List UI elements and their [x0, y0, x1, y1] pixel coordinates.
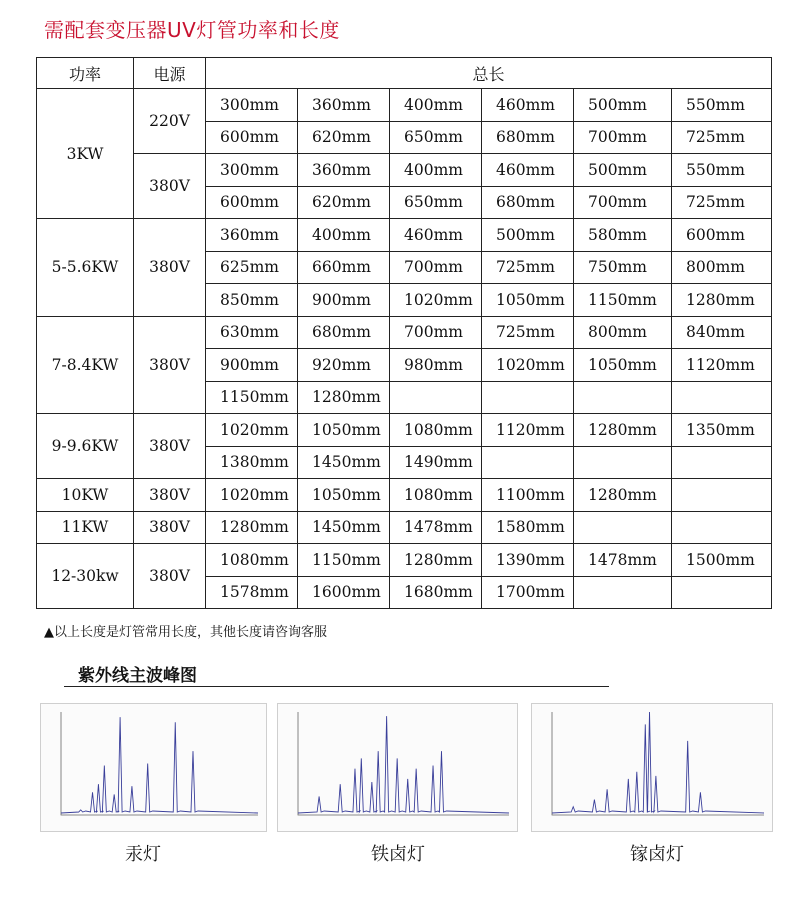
length-cell: 680mm	[298, 316, 390, 349]
heading-underline	[64, 686, 609, 687]
length-cell: 1580mm	[482, 511, 574, 544]
length-cell: 1680mm	[390, 576, 482, 609]
table-row	[37, 511, 772, 544]
length-cell: 700mm	[390, 316, 482, 349]
power-cell: 3KW	[37, 89, 134, 219]
length-cell: 1150mm	[206, 381, 298, 414]
length-cell: 300mm	[206, 154, 298, 187]
voltage-cell: 380V	[134, 544, 206, 609]
length-cell	[574, 576, 672, 609]
length-cell: 400mm	[390, 89, 482, 122]
spectrum-chart-gallium	[531, 703, 773, 832]
spectrum-chart-iron	[277, 703, 518, 832]
voltage-cell: 380V	[134, 316, 206, 414]
length-cell: 620mm	[298, 186, 390, 219]
length-cell: 550mm	[672, 154, 772, 187]
power-cell: 9-9.6KW	[37, 414, 134, 479]
spectrum-svg	[41, 704, 266, 831]
length-cell	[482, 381, 574, 414]
length-cell: 700mm	[574, 186, 672, 219]
table-row	[37, 544, 772, 577]
length-cell	[672, 446, 772, 479]
header-voltage: 电源	[134, 58, 206, 89]
spectrum-line	[61, 717, 258, 813]
voltage-cell: 380V	[134, 479, 206, 512]
length-cell: 1020mm	[206, 479, 298, 512]
length-cell	[574, 511, 672, 544]
length-cell: 360mm	[206, 219, 298, 252]
length-cell: 1490mm	[390, 446, 482, 479]
length-cell: 400mm	[298, 219, 390, 252]
length-cell: 600mm	[206, 186, 298, 219]
length-cell: 360mm	[298, 89, 390, 122]
length-cell	[390, 381, 482, 414]
length-cell: 1280mm	[298, 381, 390, 414]
length-cell: 1080mm	[390, 479, 482, 512]
length-cell: 1600mm	[298, 576, 390, 609]
spectrum-axis	[552, 712, 764, 815]
length-cell: 500mm	[574, 154, 672, 187]
spectrum-axis	[61, 712, 258, 815]
length-cell: 1050mm	[298, 479, 390, 512]
length-cell: 1380mm	[206, 446, 298, 479]
spectrum-chart-mercury	[40, 703, 267, 832]
length-cell: 1080mm	[390, 414, 482, 447]
page-title: 需配套变压器UV灯管功率和长度	[44, 18, 340, 42]
voltage-cell: 380V	[134, 414, 206, 479]
table-row	[37, 316, 772, 349]
table-row	[37, 479, 772, 512]
length-cell: 1280mm	[672, 284, 772, 317]
length-cell: 500mm	[482, 219, 574, 252]
length-cell: 600mm	[206, 121, 298, 154]
length-cell: 700mm	[574, 121, 672, 154]
length-cell: 680mm	[482, 186, 574, 219]
length-cell: 840mm	[672, 316, 772, 349]
note-text: ▲以上长度是灯管常用长度，其他长度请咨询客服	[44, 625, 327, 640]
length-cell	[482, 446, 574, 479]
caption-gallium: 镓卤灯	[630, 844, 684, 865]
length-cell: 920mm	[298, 349, 390, 382]
voltage-cell: 380V	[134, 219, 206, 317]
length-cell: 1050mm	[298, 414, 390, 447]
header-length: 总长	[206, 58, 772, 89]
voltage-cell: 220V	[134, 89, 206, 154]
length-cell: 625mm	[206, 251, 298, 284]
caption-mercury: 汞灯	[125, 844, 161, 865]
length-cell: 1390mm	[482, 544, 574, 577]
length-cell: 1280mm	[574, 479, 672, 512]
length-cell: 725mm	[482, 316, 574, 349]
length-cell: 1280mm	[390, 544, 482, 577]
length-cell	[574, 381, 672, 414]
table-row	[37, 89, 772, 122]
power-cell: 5-5.6KW	[37, 219, 134, 317]
spectrum-svg	[278, 704, 517, 831]
length-cell: 550mm	[672, 89, 772, 122]
length-cell: 1280mm	[206, 511, 298, 544]
length-cell: 800mm	[574, 316, 672, 349]
length-cell: 1050mm	[482, 284, 574, 317]
spectra-heading: 紫外线主波峰图	[78, 666, 197, 686]
power-cell: 11KW	[37, 511, 134, 544]
length-cell: 1280mm	[574, 414, 672, 447]
length-cell: 850mm	[206, 284, 298, 317]
table-row	[37, 154, 772, 187]
spec-table	[36, 57, 772, 609]
length-cell: 1450mm	[298, 446, 390, 479]
voltage-cell: 380V	[134, 154, 206, 219]
length-cell: 750mm	[574, 251, 672, 284]
length-cell: 1120mm	[482, 414, 574, 447]
length-cell: 700mm	[390, 251, 482, 284]
length-cell: 1350mm	[672, 414, 772, 447]
length-cell: 1578mm	[206, 576, 298, 609]
table-header-row	[37, 58, 772, 89]
length-cell: 900mm	[206, 349, 298, 382]
spectrum-line	[552, 712, 764, 813]
voltage-cell: 380V	[134, 511, 206, 544]
length-cell: 1020mm	[206, 414, 298, 447]
length-cell: 900mm	[298, 284, 390, 317]
length-cell: 1020mm	[390, 284, 482, 317]
table-row	[37, 414, 772, 447]
power-cell: 10KW	[37, 479, 134, 512]
length-cell	[672, 381, 772, 414]
length-cell: 460mm	[482, 154, 574, 187]
length-cell: 1478mm	[574, 544, 672, 577]
length-cell: 650mm	[390, 186, 482, 219]
length-cell: 460mm	[482, 89, 574, 122]
length-cell: 1150mm	[298, 544, 390, 577]
length-cell: 400mm	[390, 154, 482, 187]
length-cell: 580mm	[574, 219, 672, 252]
length-cell: 1080mm	[206, 544, 298, 577]
table-row	[37, 219, 772, 252]
length-cell	[672, 479, 772, 512]
power-cell: 12-30kw	[37, 544, 134, 609]
length-cell: 1100mm	[482, 479, 574, 512]
header-power: 功率	[37, 58, 134, 89]
length-cell: 800mm	[672, 251, 772, 284]
length-cell: 980mm	[390, 349, 482, 382]
length-cell: 300mm	[206, 89, 298, 122]
caption-iron: 铁卤灯	[371, 844, 425, 865]
length-cell: 1450mm	[298, 511, 390, 544]
length-cell: 1050mm	[574, 349, 672, 382]
power-cell: 7-8.4KW	[37, 316, 134, 414]
length-cell: 1150mm	[574, 284, 672, 317]
length-cell: 460mm	[390, 219, 482, 252]
length-cell: 650mm	[390, 121, 482, 154]
length-cell: 620mm	[298, 121, 390, 154]
length-cell: 360mm	[298, 154, 390, 187]
length-cell: 600mm	[672, 219, 772, 252]
spectrum-svg	[532, 704, 772, 831]
length-cell: 680mm	[482, 121, 574, 154]
length-cell: 725mm	[482, 251, 574, 284]
length-cell: 725mm	[672, 121, 772, 154]
length-cell	[672, 511, 772, 544]
length-cell	[574, 446, 672, 479]
length-cell: 725mm	[672, 186, 772, 219]
length-cell: 1500mm	[672, 544, 772, 577]
length-cell: 1478mm	[390, 511, 482, 544]
spectrum-line	[298, 716, 509, 813]
length-cell: 1700mm	[482, 576, 574, 609]
spectrum-axis	[298, 712, 509, 815]
length-cell: 1120mm	[672, 349, 772, 382]
length-cell: 1020mm	[482, 349, 574, 382]
length-cell	[672, 576, 772, 609]
length-cell: 660mm	[298, 251, 390, 284]
length-cell: 630mm	[206, 316, 298, 349]
length-cell: 500mm	[574, 89, 672, 122]
